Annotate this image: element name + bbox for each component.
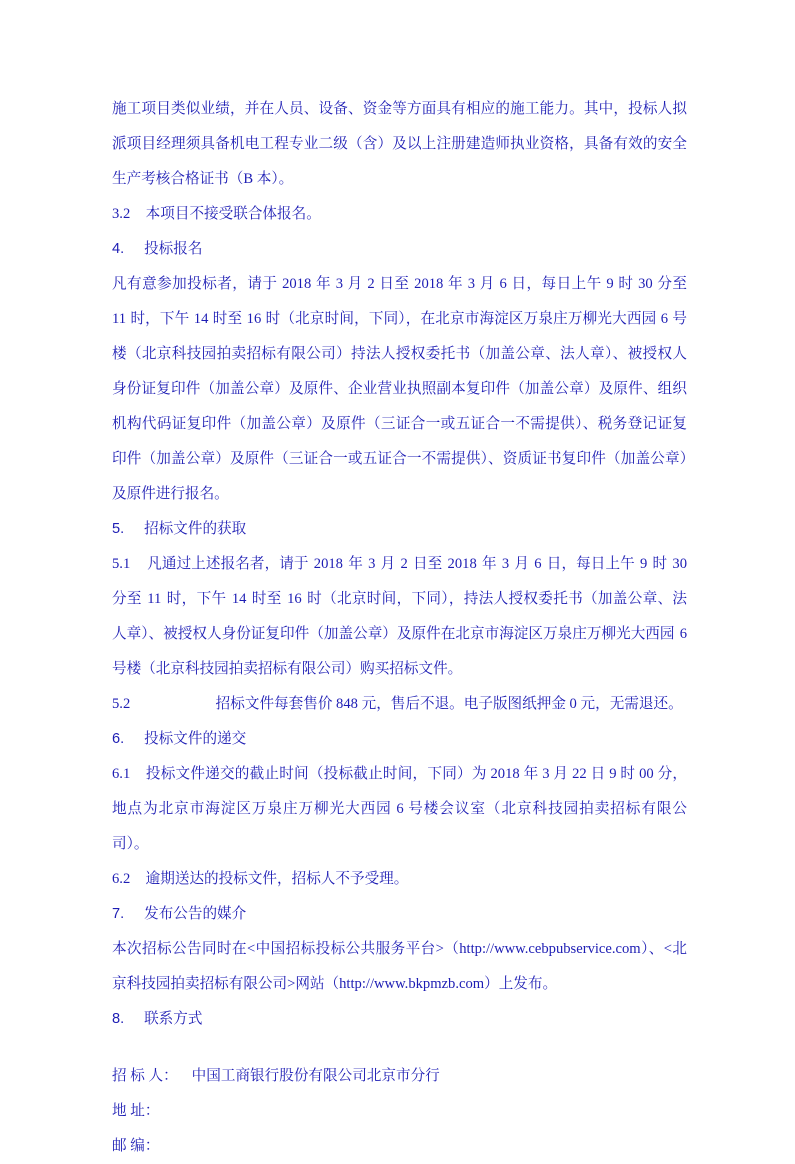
item-number-5-1: 5.1 xyxy=(112,556,131,572)
heading-text-4: 投标报名 xyxy=(144,241,203,257)
contact-row-bidder xyxy=(112,1059,687,1094)
heading-5 xyxy=(112,512,687,547)
item-number-6-2: 6.2 xyxy=(112,871,131,887)
paragraph-item-6-1 xyxy=(112,757,687,862)
item-number-5-2: 5.2 xyxy=(112,696,131,712)
item-text-5-2: 招标文件每套售价 848 元，售后不退。电子版图纸押金 0 元，无需退还。 xyxy=(215,696,683,712)
paragraph-intro-continuation: 施工项目类似业绩，并在人员、设备、资金等方面具有相应的施工能力。其中，投标人拟派项目经理须具备机电工程专业二级（含）及以上注册建造师执业资格，具备有效的安全生产考核合格证书（B 本）。 xyxy=(112,101,687,187)
contact-label-postcode: 邮 编： xyxy=(112,1138,160,1154)
document-body xyxy=(112,92,687,1164)
heading-number-6: 6. xyxy=(112,731,125,747)
heading-6 xyxy=(112,722,687,757)
heading-number-8: 8. xyxy=(112,1011,125,1027)
heading-number-4: 4. xyxy=(112,241,125,257)
heading-number-7: 7. xyxy=(112,906,125,922)
paragraph-item-7-body: 本次招标公告同时在<中国招标投标公共服务平台>（http://www.cebpubservice.com）、<北京科技园拍卖招标有限公司>网站（http://www.bkpmzb.com）上发布。 xyxy=(112,941,687,992)
heading-text-5: 招标文件的获取 xyxy=(144,521,247,537)
spacer xyxy=(112,1037,687,1059)
heading-number-5: 5. xyxy=(112,521,125,537)
paragraph-item-3-2 xyxy=(112,197,687,232)
contact-label-bidder: 招 标 人： xyxy=(112,1068,178,1084)
paragraph-item-5-2 xyxy=(112,687,687,722)
heading-7 xyxy=(112,897,687,932)
heading-text-6: 投标文件的递交 xyxy=(144,731,247,747)
paragraph-item-4-body: 凡有意参加投标者，请于 2018 年 3 月 2 日至 2018 年 3 月 6 日，每日上午 9 时 30 分至 11 时，下午 14 时至 16 时（北京时间，下同），在北京市海淀区万泉庄万柳光大西园 6 号楼（北京科技园拍卖招标有限公司）持法人授权委托书（加盖公章、法人章）、被授权人身份证复印件（加盖公章）及原件、企业营业执照副本复印件（加盖公章）及原件、组织机构代码证复印件（加盖公章）及原件（三证合一或五证合一不需提供）、税务登记证复印件（加盖公章）及原件（三证合一或五证合一不需提供）、资质证书复印件（加盖公章）及原件进行报名。 xyxy=(112,276,687,502)
item-text-5-1: 凡通过上述报名者，请于 2018 年 3 月 2 日至 2018 年 3 月 6 日，每日上午 9 时 30 分至 11 时，下午 14 时至 16 时（北京时间，下同），持法人授权委托书（加盖公章、法人章）、被授权人身份证复印件（加盖公章）及原件在北京市海淀区万泉庄万柳光大西园 6 号楼（北京科技园拍卖招标有限公司）购买招标文件。 xyxy=(112,556,687,677)
heading-8 xyxy=(112,1002,687,1037)
contact-row-postcode xyxy=(112,1129,687,1164)
heading-text-7: 发布公告的媒介 xyxy=(144,906,247,922)
paragraph-item-6-2 xyxy=(112,862,687,897)
heading-4 xyxy=(112,232,687,267)
item-text-6-1: 投标文件递交的截止时间（投标截止时间，下同）为 2018 年 3 月 22 日 9 时 00 分，地点为北京市海淀区万泉庄万柳光大西园 6 号楼会议室（北京科技园拍卖招标有限公司）。 xyxy=(112,766,687,852)
item-text-6-2: 逾期送达的投标文件，招标人不予受理。 xyxy=(145,871,409,887)
contact-value-bidder: 中国工商银行股份有限公司北京市分行 xyxy=(191,1068,440,1084)
item-number-6-1: 6.1 xyxy=(112,766,131,782)
contact-label-address: 地 址： xyxy=(112,1103,160,1119)
heading-text-8: 联系方式 xyxy=(144,1011,203,1027)
item-text-3-2: 本项目不接受联合体报名。 xyxy=(145,206,321,222)
item-number-3-2: 3.2 xyxy=(112,206,131,222)
paragraph-item-5-1 xyxy=(112,547,687,687)
